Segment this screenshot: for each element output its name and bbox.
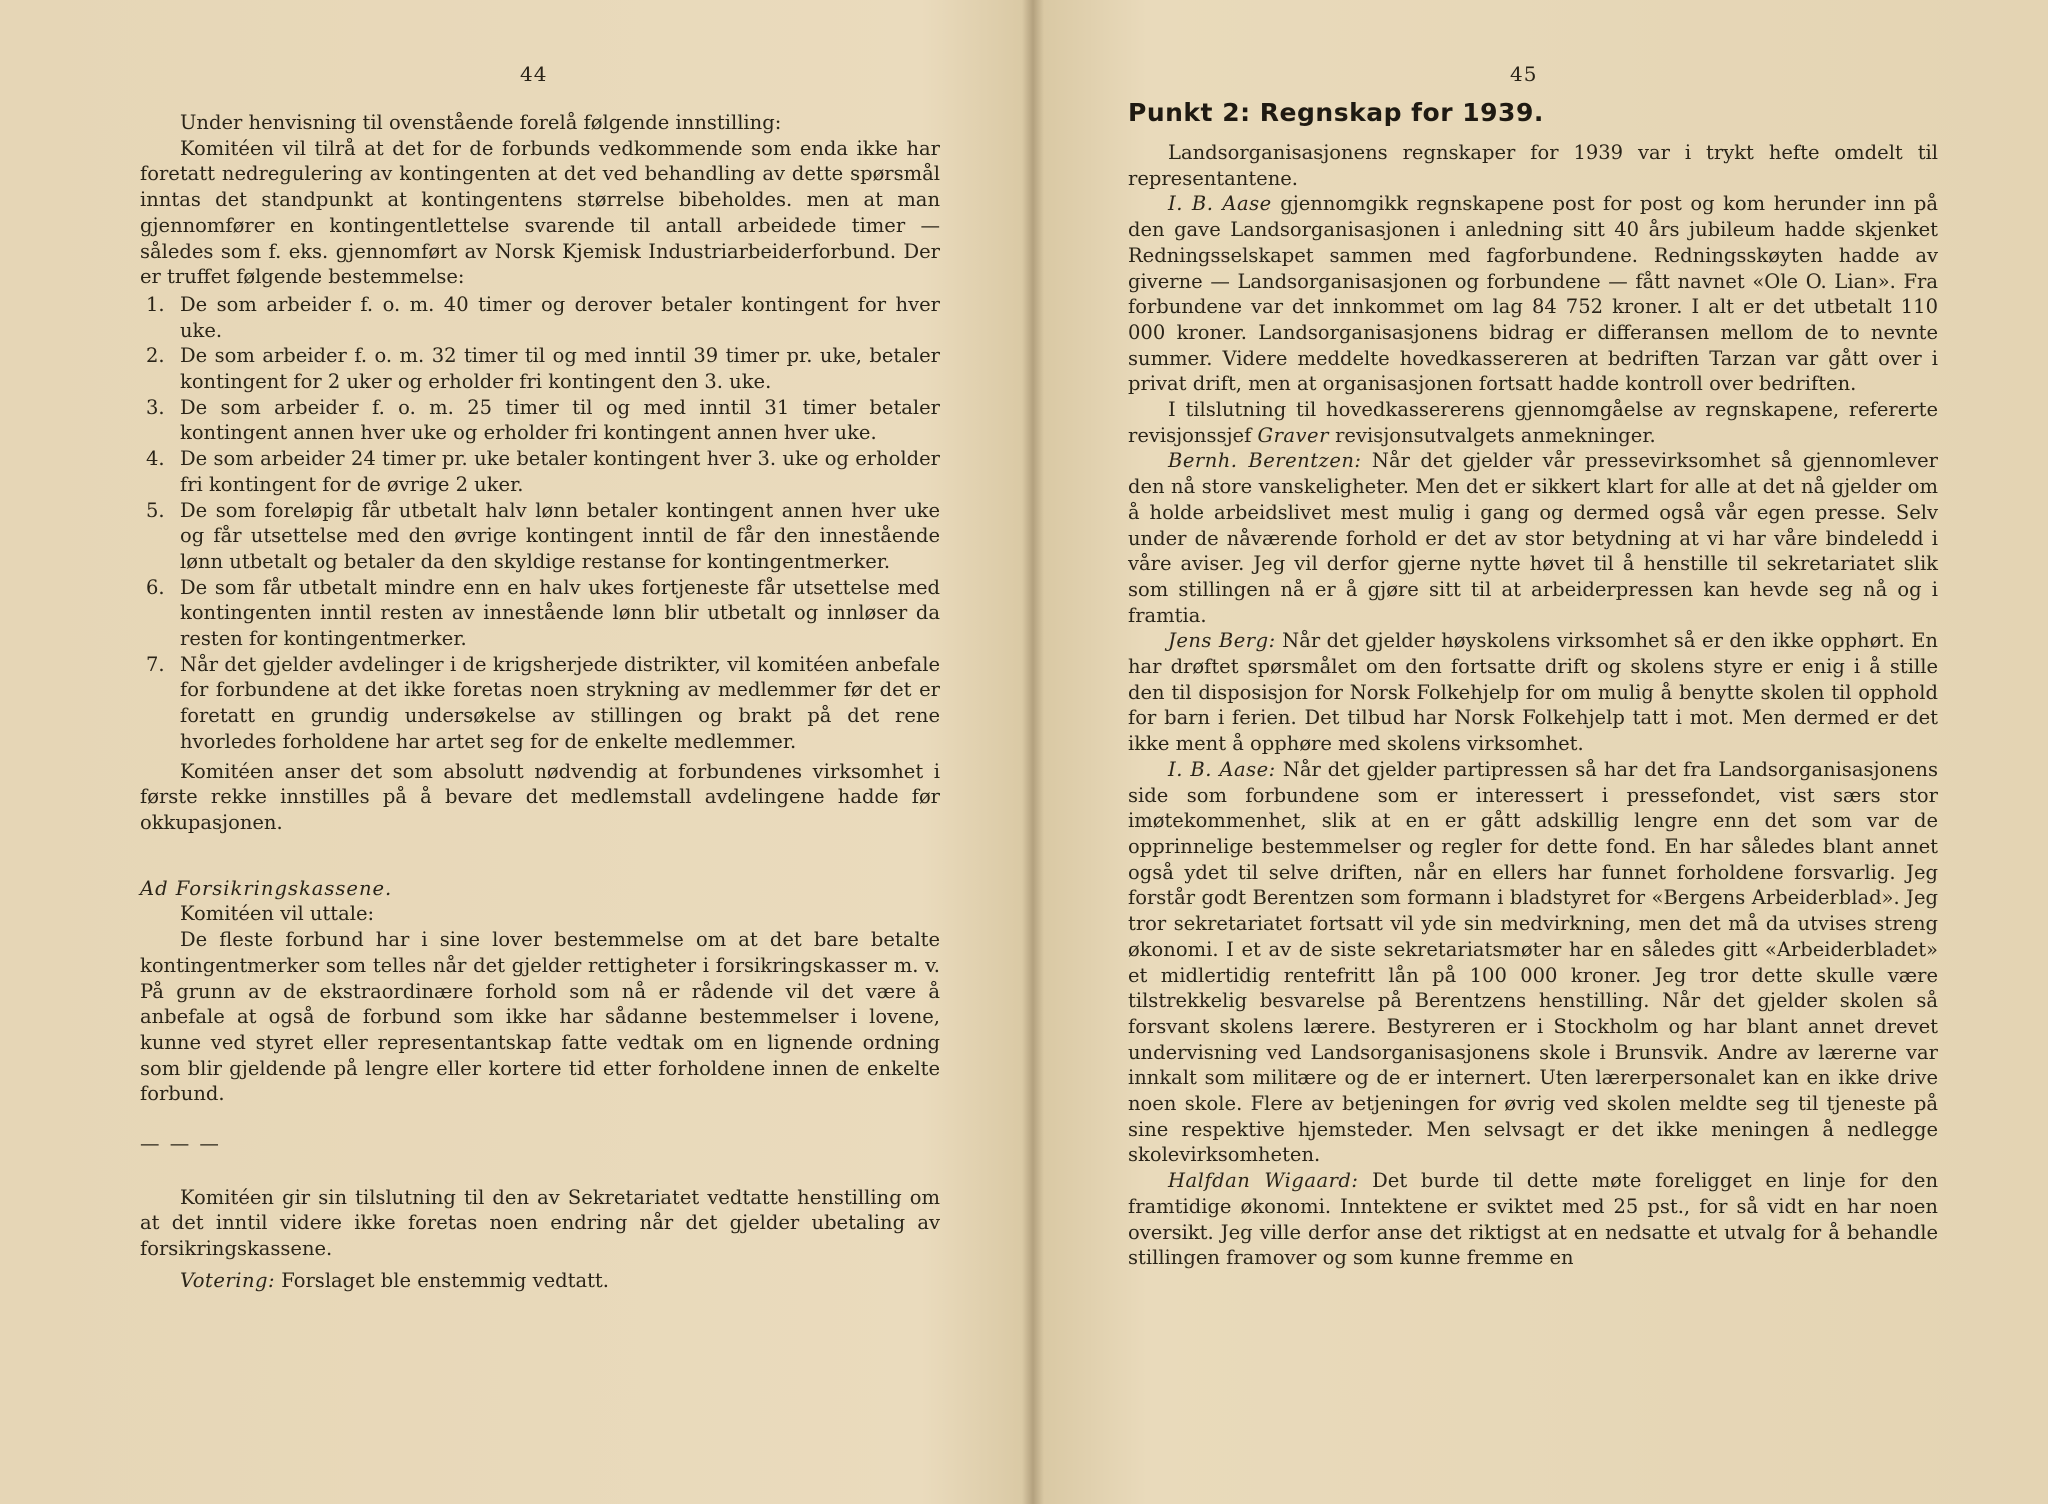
- wigaard-paragraph: [1128, 1168, 1938, 1271]
- list-item-text: De som arbeider 24 timer pr. uke betaler kontingent hver 3. uke og erholder fri kontingent for de øvrige 2 uker.: [180, 447, 940, 496]
- list-item: [140, 446, 940, 497]
- paragraph-text: gjennomgikk regnskapene post for post og kom herunder inn på den gave Landsorganisasjonen i anledning sitt 40 års jubileum hadde skjenket Redningsselskapet sammen med fagforbundene. Redningsskøyten hadde av giverne — Landsorganisasjonen og forbundene — fått navnet «Ole O. Lian». Fra forbundene var det innkommet om lag 84 752 kroner. I alt er det utbetalt 110 000 kroner. Landsorganisasjonens bidrag er differansen mellom de to nevnte summer. Videre meddelte hovedkassereren at bedriften Tarzan var gått over i privat drift, men at organisasjonen fortsatt hadde kontroll over bedriften.: [1128, 192, 1939, 396]
- auditor-name: Graver: [1257, 423, 1329, 447]
- list-item-text: Når det gjelder avdelinger i de krigsherjede distrikter, vil komitéen anbefale for forbundene at det ikke foretas noen strykning av medlemmer før det er foretatt en grundig undersøkelse av stillingen og brakt på det rene hvorledes forholdene har artet seg for de enkelte medlemmer.: [180, 652, 940, 753]
- speaker-name: Halfdan Wigaard:: [1168, 1169, 1359, 1193]
- list-item-text: De som arbeider f. o. m. 32 timer til og med inntil 39 timer pr. uke, betaler kontingent for 2 uker og erholder fri kontingent den 3. uke.: [180, 344, 940, 394]
- paragraph-text: revisjonsutvalgets anmekninger.: [1335, 423, 1656, 447]
- list-item: [140, 343, 940, 394]
- intro-line: Under henvisning til ovenstående forelå følgende innstilling:: [180, 111, 782, 134]
- aase-accounts-paragraph: [1128, 191, 1938, 397]
- secretariat-paragraph: Komitéen gir sin tilslutning til den av Sekretariatet vedtatte henstilling om at det inntil videre ikke foretas noen endring når det gjelder ubetaling av forsikringskassene.: [140, 1185, 940, 1261]
- section-heading-insurance: Ad Forsikringskassene.: [140, 876, 393, 900]
- list-item-text: De som får utbetalt mindre enn en halv ukes fortjeneste får utsettelse med kontingenten inntil resten av innestående lønn blir utbetalt og innløser da resten for kontingentmerker.: [180, 575, 940, 651]
- committee-statement: Komitéen vil uttale:: [180, 902, 375, 926]
- paragraph-text: I tilslutning til hovedkassererens gjennomgåelse av regnskapene, refererte revisjonssjef: [1128, 398, 1938, 447]
- contribution-rules-list: [140, 292, 940, 755]
- list-item-number: 4.: [146, 447, 165, 471]
- right-page-number: 45: [1510, 62, 1538, 86]
- list-item-number: 6.: [146, 575, 165, 599]
- committee-paragraph: Komitéen vil tilrå at det for de forbunds vedkommende som enda ikke har foretatt nedregulering av kontingenten at det ved behandling av dette spørsmål inntas det standpunkt at kontingentens størrelse bibeholdes. men at man gjennomfører en kontingentlettelse svarende til antall arbeidede timer — således som f. eks. gjennomført av Norsk Kjemisk Industriarbeiderforbund. Der er truffet følgende bestemmelse:: [140, 136, 940, 289]
- list-item-number: 7.: [146, 652, 165, 676]
- right-page-body: [1128, 140, 1938, 1271]
- paragraph-text: Når det gjelder vår pressevirksomhet så gjennomlever den nå store vanskeligheter. Men det er sikkert klart for alle at det nå gjelder om å holde arbeidslivet mest mulig i gang og dermed også vår egen presse. Selv under de nåværende forhold er det av stor betydning at vi har våre bindeledd i våre aviser. Jeg vil derfor gjerne nytte høvet til å henstille til sekretariatet slik som stillingen nå er å gjøre sitt til at arbeiderpressen kan hevde seg nå og i framtia.: [1128, 449, 1938, 627]
- berentzen-paragraph: [1128, 448, 1938, 628]
- left-page-number: 44: [520, 62, 548, 86]
- list-item-text: De som arbeider f. o. m. 40 timer og derover betaler kontingent for hver uke.: [180, 292, 940, 342]
- paragraph-text: Det burde til dette møte foreligget en linje for den framtidige økonomi. Inntektene er sviktet med 25 pst., for så vidt en har noen oversikt. Jeg ville derfor anse det riktigst at en nedsatte et utvalg for å behandle stillingen framover og som kunne fremme en: [1128, 1169, 1939, 1270]
- left-page-body: [140, 110, 940, 1294]
- list-item: [140, 395, 940, 446]
- speaker-name: Bernh. Berentzen:: [1168, 449, 1362, 473]
- speaker-name: I. B. Aase:: [1168, 757, 1276, 781]
- membership-paragraph: Komitéen anser det som absolutt nødvendig at forbundenes virksomhet i første rekke innstilles på å bevare det medlemstall avdelingene hadde før okkupasjonen.: [140, 759, 940, 834]
- vote-line: [140, 1268, 940, 1294]
- aase-press-paragraph: [1128, 757, 1938, 1168]
- list-item-number: 5.: [146, 498, 165, 522]
- audit-paragraph: [1128, 397, 1938, 448]
- insurance-paragraph: De fleste forbund har i sine lover bestemmelse om at det bare betalte kontingentmerker som telles når det gjelder rettigheter i forsikringskasser m. v. På grunn av de ekstraordinære forhold som nå er rådende vil det være å anbefale at også de forbund som ikke har sådanne bestemmelser i lovene, kunne ved styret eller representantskap fatte vedtak om en lignende ordning som blir gjeldende på lengre eller kortere tid etter forholdene innen de enkelte forbund.: [140, 928, 940, 1106]
- list-item: [140, 575, 940, 652]
- speaker-name: I. B. Aase: [1168, 192, 1272, 216]
- vote-label: Votering:: [180, 1268, 276, 1292]
- list-item: [140, 652, 940, 755]
- accounts-intro: Landsorganisasjonens regnskaper for 1939 var i trykt hefte omdelt til representantene.: [1128, 141, 1938, 190]
- list-item-number: 1.: [146, 292, 165, 316]
- list-item-number: 2.: [146, 344, 165, 368]
- agenda-heading: Punkt 2: Regnskap for 1939.: [1128, 98, 1544, 127]
- list-item-text: De som arbeider f. o. m. 25 timer til og med inntil 31 timer betaler kontingent annen hver uke og erholder fri kontingent annen hver uke.: [180, 395, 940, 445]
- list-item: [140, 498, 940, 575]
- speaker-name: Jens Berg:: [1168, 629, 1276, 653]
- list-item-text: De som foreløpig får utbetalt halv lønn betaler kontingent annen hver uke og får utsettelse med den øvrige kontingent inntil de får den innestående lønn utbetalt og betaler da den skyldige restanse for kontingentmerker.: [180, 498, 940, 573]
- paragraph-text: Når det gjelder partipressen så har det fra Landsorganisasjonens side som forbundene som er interessert i pressefondet, vist særs stor imøtekommenhet, slik at en er gått adskillig lengre enn det som var de opprinnelige bestemmelser og regler for dette fond. En har således blant annet også ydet til selve driften, når en ellers har funnet forholdene forsvarlig. Jeg forstår godt Berentzen som formann i bladstyret for «Bergens Arbeiderblad». Jeg tror sekretariatet fortsatt vil yde sin medvirkning, men det må da utvises streng økonomi. I et av de siste sekretariatsmøter har en således gitt «Arbeiderbladet» et midlertidig rentefritt lån på 100 000 kroner. Jeg tror dette skulle være tilstrekkelig besvarelse på Berentzens henstilling. Når det gjelder skolen så forsvant skolens lærere. Bestyreren er i Stockholm og har blant annet drevet undervisning ved Landsorganisasjonens skole i Brunsvik. Andre av lærerne var innkalt som militære og de er internert. Uten lærerpersonalet kan en ikke drive noen skole. Flere av betjeningen for øvrig ved skolen meldte seg til tjeneste på sine respektive hjemsteder. Men selvsagt er det ikke meningen å nedlegge skolevirksomheten.: [1128, 757, 1938, 1167]
- vote-text: Forslaget ble enstemmig vedtatt.: [281, 1268, 609, 1292]
- list-item: [140, 292, 940, 343]
- list-item-number: 3.: [146, 395, 165, 419]
- berg-paragraph: [1128, 628, 1938, 757]
- paragraph-text: Når det gjelder høyskolens virksomhet så er den ikke opphørt. En har drøftet spørsmålet om den fortsatte drift og skolens styre er enig i å stille den til disposisjon for Norsk Folkehjelp for om mulig å benytte skolen til opphold for barn i ferien. Det tilbud har Norsk Folkehjelp tatt i mot. Men dermed er det ikke ment å opphøre med skolens virksomhet.: [1128, 629, 1938, 756]
- book-gutter: [1022, 0, 1044, 1504]
- dash-separator: — — —: [140, 1132, 221, 1156]
